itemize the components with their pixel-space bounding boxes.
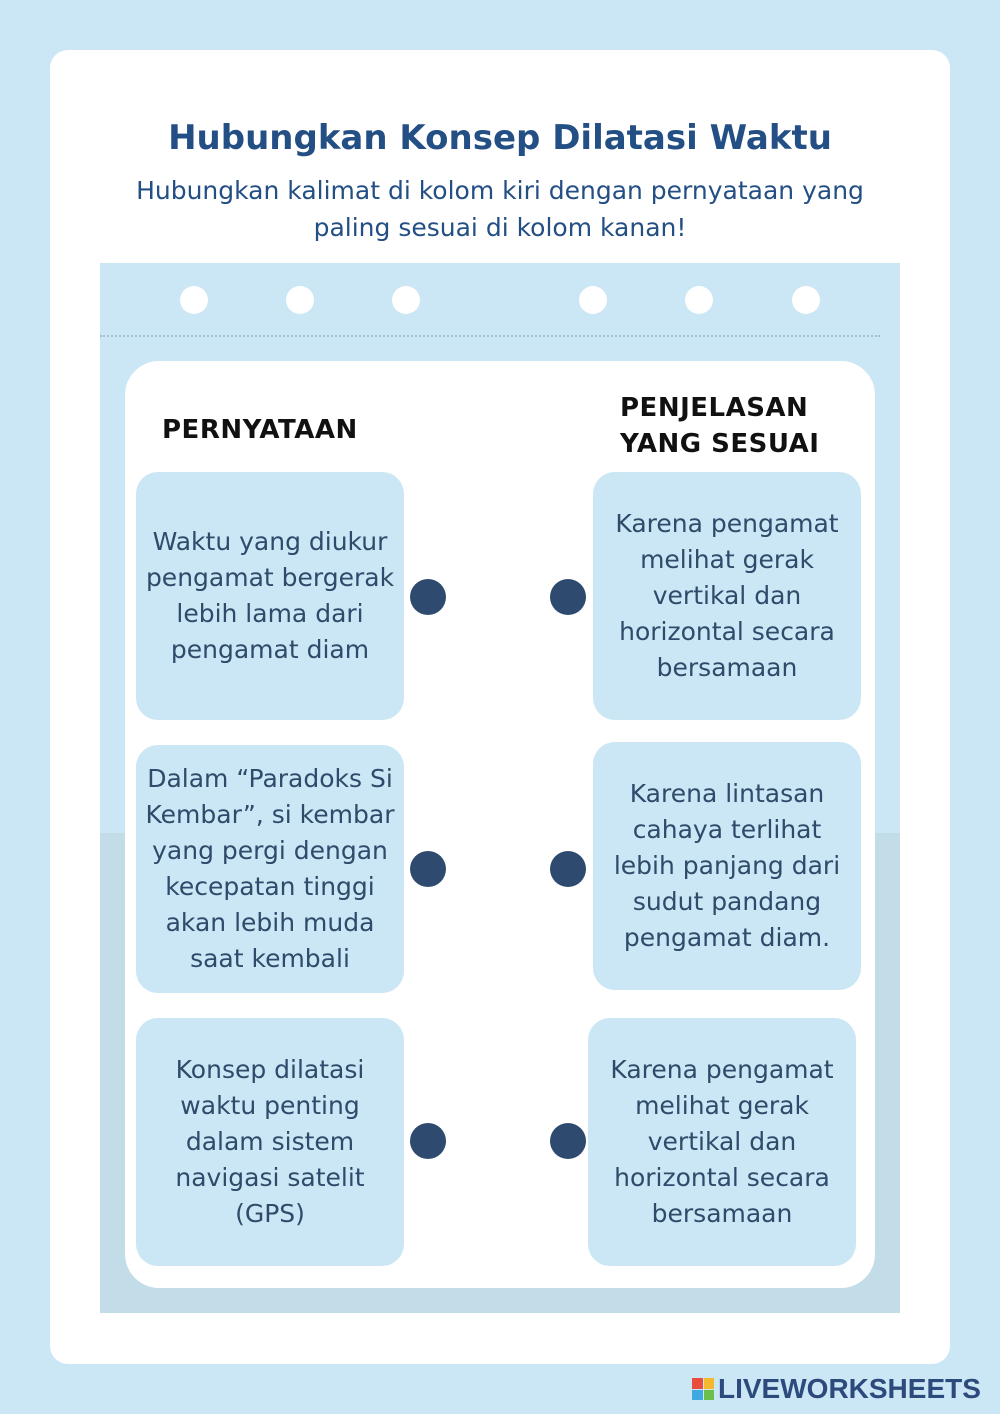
right-connector-dot-3[interactable] — [550, 1123, 586, 1159]
liveworksheets-logo-icon — [692, 1378, 714, 1400]
left-connector-dot-3[interactable] — [410, 1123, 446, 1159]
binder-hole — [792, 286, 820, 314]
right-column-heading: PENJELASAN YANG SESUAI — [620, 393, 820, 459]
statement-box-2: Dalam “Paradoks Si Kembar”, si kembar yang pergi dengan kecepatan tinggi akan lebih muda saat kembali — [136, 745, 404, 993]
explanation-box-2: Karena lintasan cahaya terlihat lebih panjang dari sudut pandang pengamat diam. — [593, 742, 861, 990]
right-connector-dot-1[interactable] — [550, 579, 586, 615]
page-title: Hubungkan Konsep Dilatasi Waktu — [168, 118, 832, 158]
binder-hole — [286, 286, 314, 314]
explanation-box-3: Karena pengamat melihat gerak vertikal dan horizontal secara bersamaan — [588, 1018, 856, 1266]
binder-hole — [392, 286, 420, 314]
left-connector-dot-1[interactable] — [410, 579, 446, 615]
brand-name: LIVEWORKSHEETS — [718, 1373, 981, 1404]
statement-box-1: Waktu yang diukur pengamat bergerak lebih lama dari pengamat diam — [136, 472, 404, 720]
binder-hole — [579, 286, 607, 314]
right-connector-dot-2[interactable] — [550, 851, 586, 887]
statement-box-3: Konsep dilatasi waktu penting dalam sistem navigasi satelit (GPS) — [136, 1018, 404, 1266]
explanation-box-1: Karena pengamat melihat gerak vertikal dan horizontal secara bersamaan — [593, 472, 861, 720]
footer-brand — [692, 1372, 981, 1406]
instructions: Hubungkan kalimat di kolom kiri dengan pernyataan yang paling sesuai di kolom kanan! — [136, 176, 864, 242]
binder-hole — [685, 286, 713, 314]
left-column-heading: PERNYATAAN — [162, 415, 358, 445]
binder-hole — [180, 286, 208, 314]
dotted-divider — [100, 335, 880, 337]
left-connector-dot-2[interactable] — [410, 851, 446, 887]
